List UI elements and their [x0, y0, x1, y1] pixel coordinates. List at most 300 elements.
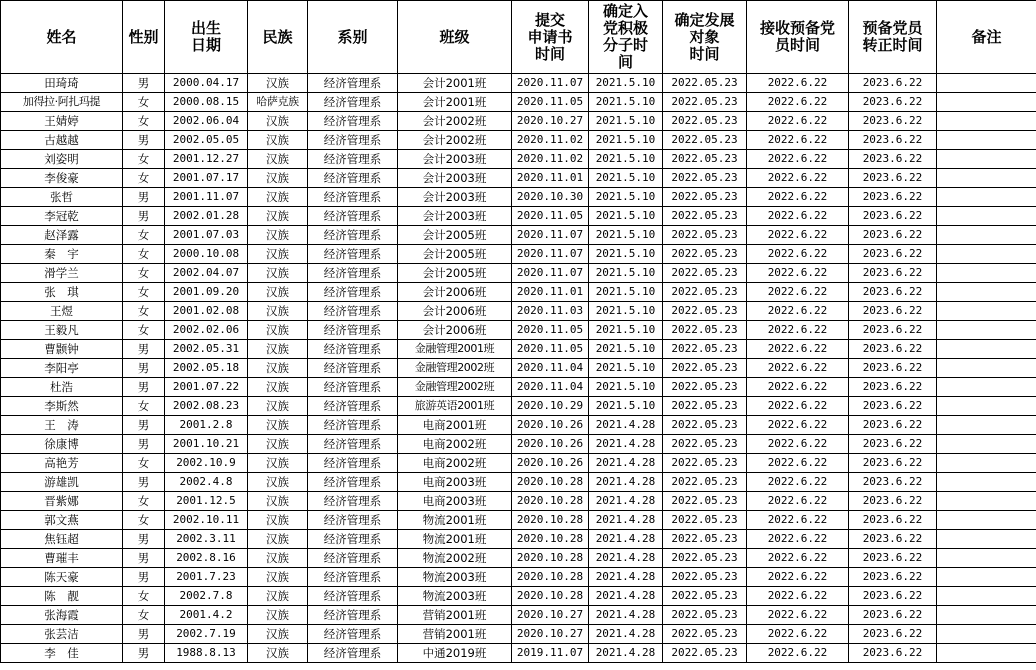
- cell-birth-date: 2001.2.8: [165, 416, 248, 435]
- cell-gender: 女: [123, 454, 165, 473]
- cell-gender: 男: [123, 644, 165, 663]
- cell-department: 经济管理系: [308, 454, 398, 473]
- cell-full-member-date: 2023.6.22: [849, 473, 937, 492]
- table-row: [1, 644, 1036, 663]
- cell-birth-date: 2001.4.2: [165, 606, 248, 625]
- cell-development-date: 2022.05.23: [663, 264, 747, 283]
- cell-development-date: 2022.05.23: [663, 397, 747, 416]
- cell-class: 会计2006班: [398, 302, 512, 321]
- cell-department: 经济管理系: [308, 321, 398, 340]
- cell-name: 郭文燕: [1, 511, 123, 530]
- cell-development-date: 2022.05.23: [663, 150, 747, 169]
- cell-remarks: [937, 435, 1036, 454]
- cell-full-member-date: 2023.6.22: [849, 302, 937, 321]
- cell-application-date: 2020.10.29: [512, 397, 589, 416]
- table-row: [1, 188, 1036, 207]
- cell-probationary-date: 2022.6.22: [747, 207, 849, 226]
- cell-ethnicity: 汉族: [248, 492, 308, 511]
- cell-full-member-date: 2023.6.22: [849, 587, 937, 606]
- cell-gender: 男: [123, 416, 165, 435]
- cell-birth-date: 2001.02.08: [165, 302, 248, 321]
- header-department: 系别: [308, 1, 398, 74]
- cell-gender: 女: [123, 606, 165, 625]
- cell-application-date: 2020.11.07: [512, 245, 589, 264]
- cell-gender: 男: [123, 131, 165, 150]
- cell-development-date: 2022.05.23: [663, 435, 747, 454]
- cell-department: 经济管理系: [308, 188, 398, 207]
- cell-department: 经济管理系: [308, 568, 398, 587]
- cell-application-date: 2020.11.07: [512, 264, 589, 283]
- cell-ethnicity: 汉族: [248, 283, 308, 302]
- cell-birth-date: 2001.07.22: [165, 378, 248, 397]
- cell-class: 会计2003班: [398, 150, 512, 169]
- table-row: [1, 340, 1036, 359]
- cell-class: 会计2005班: [398, 245, 512, 264]
- cell-birth-date: 2001.7.23: [165, 568, 248, 587]
- cell-full-member-date: 2023.6.22: [849, 245, 937, 264]
- cell-department: 经济管理系: [308, 587, 398, 606]
- cell-development-date: 2022.05.23: [663, 207, 747, 226]
- cell-application-date: 2020.11.05: [512, 340, 589, 359]
- cell-name: 张哲: [1, 188, 123, 207]
- header-row: [1, 1, 1036, 74]
- cell-name: 加得拉·阿扎玛提: [1, 93, 123, 112]
- cell-ethnicity: 汉族: [248, 530, 308, 549]
- cell-full-member-date: 2023.6.22: [849, 207, 937, 226]
- cell-activist-date: 2021.5.10: [589, 93, 663, 112]
- cell-name: 古越越: [1, 131, 123, 150]
- cell-gender: 女: [123, 321, 165, 340]
- cell-gender: 女: [123, 511, 165, 530]
- cell-full-member-date: 2023.6.22: [849, 112, 937, 131]
- table-row: [1, 454, 1036, 473]
- cell-class: 金融管理2001班: [398, 340, 512, 359]
- cell-department: 经济管理系: [308, 359, 398, 378]
- cell-gender: 女: [123, 397, 165, 416]
- cell-birth-date: 2001.07.03: [165, 226, 248, 245]
- cell-application-date: 2020.11.05: [512, 321, 589, 340]
- cell-development-date: 2022.05.23: [663, 283, 747, 302]
- cell-birth-date: 2002.08.23: [165, 397, 248, 416]
- cell-development-date: 2022.05.23: [663, 454, 747, 473]
- cell-full-member-date: 2023.6.22: [849, 226, 937, 245]
- cell-activist-date: 2021.4.28: [589, 492, 663, 511]
- cell-name: 王 涛: [1, 416, 123, 435]
- table-row: [1, 93, 1036, 112]
- cell-birth-date: 2000.08.15: [165, 93, 248, 112]
- cell-probationary-date: 2022.6.22: [747, 473, 849, 492]
- cell-probationary-date: 2022.6.22: [747, 150, 849, 169]
- cell-development-date: 2022.05.23: [663, 416, 747, 435]
- cell-name: 曹颢钟: [1, 340, 123, 359]
- cell-class: 营销2001班: [398, 625, 512, 644]
- cell-full-member-date: 2023.6.22: [849, 169, 937, 188]
- cell-name: 高艳芳: [1, 454, 123, 473]
- cell-development-date: 2022.05.23: [663, 492, 747, 511]
- cell-ethnicity: 汉族: [248, 606, 308, 625]
- cell-department: 经济管理系: [308, 549, 398, 568]
- table-row: [1, 359, 1036, 378]
- cell-gender: 男: [123, 340, 165, 359]
- cell-name: 张 琪: [1, 283, 123, 302]
- cell-activist-date: 2021.5.10: [589, 74, 663, 93]
- table-row: [1, 435, 1036, 454]
- cell-full-member-date: 2023.6.22: [849, 340, 937, 359]
- cell-birth-date: 2000.10.08: [165, 245, 248, 264]
- cell-full-member-date: 2023.6.22: [849, 378, 937, 397]
- cell-ethnicity: 汉族: [248, 359, 308, 378]
- cell-class: 物流2003班: [398, 568, 512, 587]
- cell-ethnicity: 汉族: [248, 150, 308, 169]
- cell-ethnicity: 汉族: [248, 435, 308, 454]
- cell-application-date: 2020.10.28: [512, 530, 589, 549]
- cell-development-date: 2022.05.23: [663, 530, 747, 549]
- cell-application-date: 2020.10.27: [512, 112, 589, 131]
- cell-name: 徐康博: [1, 435, 123, 454]
- cell-gender: 女: [123, 169, 165, 188]
- cell-department: 经济管理系: [308, 112, 398, 131]
- cell-full-member-date: 2023.6.22: [849, 131, 937, 150]
- cell-probationary-date: 2022.6.22: [747, 549, 849, 568]
- header-full-member-date: 预备党员 转正时间: [849, 1, 937, 74]
- cell-ethnicity: 汉族: [248, 549, 308, 568]
- cell-birth-date: 2002.05.18: [165, 359, 248, 378]
- cell-full-member-date: 2023.6.22: [849, 568, 937, 587]
- cell-development-date: 2022.05.23: [663, 568, 747, 587]
- cell-remarks: [937, 625, 1036, 644]
- cell-activist-date: 2021.5.10: [589, 359, 663, 378]
- cell-full-member-date: 2023.6.22: [849, 644, 937, 663]
- cell-name: 滑学兰: [1, 264, 123, 283]
- cell-development-date: 2022.05.23: [663, 93, 747, 112]
- cell-birth-date: 2002.3.11: [165, 530, 248, 549]
- header-class: 班级: [398, 1, 512, 74]
- cell-ethnicity: 汉族: [248, 112, 308, 131]
- cell-probationary-date: 2022.6.22: [747, 93, 849, 112]
- cell-name: 张芸洁: [1, 625, 123, 644]
- cell-application-date: 2020.11.03: [512, 302, 589, 321]
- cell-ethnicity: 汉族: [248, 207, 308, 226]
- cell-class: 会计2003班: [398, 169, 512, 188]
- cell-activist-date: 2021.5.10: [589, 226, 663, 245]
- cell-class: 会计2002班: [398, 131, 512, 150]
- cell-full-member-date: 2023.6.22: [849, 150, 937, 169]
- cell-development-date: 2022.05.23: [663, 226, 747, 245]
- cell-gender: 男: [123, 530, 165, 549]
- cell-remarks: [937, 169, 1036, 188]
- cell-probationary-date: 2022.6.22: [747, 112, 849, 131]
- cell-application-date: 2020.10.26: [512, 435, 589, 454]
- cell-department: 经济管理系: [308, 492, 398, 511]
- cell-class: 电商2003班: [398, 492, 512, 511]
- table-row: [1, 226, 1036, 245]
- cell-class: 金融管理2002班: [398, 359, 512, 378]
- table-row: [1, 492, 1036, 511]
- cell-birth-date: 2001.11.07: [165, 188, 248, 207]
- cell-application-date: 2020.10.28: [512, 473, 589, 492]
- cell-department: 经济管理系: [308, 245, 398, 264]
- cell-birth-date: 1988.8.13: [165, 644, 248, 663]
- cell-class: 物流2001班: [398, 530, 512, 549]
- cell-development-date: 2022.05.23: [663, 169, 747, 188]
- cell-gender: 女: [123, 587, 165, 606]
- cell-class: 会计2003班: [398, 188, 512, 207]
- cell-full-member-date: 2023.6.22: [849, 416, 937, 435]
- cell-development-date: 2022.05.23: [663, 359, 747, 378]
- cell-full-member-date: 2023.6.22: [849, 511, 937, 530]
- cell-remarks: [937, 511, 1036, 530]
- cell-birth-date: 2002.05.05: [165, 131, 248, 150]
- cell-birth-date: 2000.04.17: [165, 74, 248, 93]
- cell-ethnicity: 汉族: [248, 302, 308, 321]
- cell-name: 王煜: [1, 302, 123, 321]
- cell-remarks: [937, 397, 1036, 416]
- cell-name: 晋紫娜: [1, 492, 123, 511]
- cell-activist-date: 2021.4.28: [589, 587, 663, 606]
- cell-remarks: [937, 283, 1036, 302]
- cell-remarks: [937, 150, 1036, 169]
- cell-department: 经济管理系: [308, 397, 398, 416]
- cell-class: 电商2003班: [398, 473, 512, 492]
- cell-class: 会计2001班: [398, 74, 512, 93]
- cell-full-member-date: 2023.6.22: [849, 188, 937, 207]
- table-body: [1, 74, 1036, 663]
- cell-application-date: 2020.11.02: [512, 150, 589, 169]
- cell-birth-date: 2001.07.17: [165, 169, 248, 188]
- cell-activist-date: 2021.5.10: [589, 397, 663, 416]
- cell-birth-date: 2001.12.5: [165, 492, 248, 511]
- cell-probationary-date: 2022.6.22: [747, 606, 849, 625]
- cell-department: 经济管理系: [308, 416, 398, 435]
- cell-development-date: 2022.05.23: [663, 131, 747, 150]
- header-application-date: 提交 申请书 时间: [512, 1, 589, 74]
- cell-name: 王婧婷: [1, 112, 123, 131]
- table-row: [1, 207, 1036, 226]
- cell-class: 电商2002班: [398, 435, 512, 454]
- cell-development-date: 2022.05.23: [663, 625, 747, 644]
- cell-application-date: 2020.10.28: [512, 568, 589, 587]
- cell-probationary-date: 2022.6.22: [747, 568, 849, 587]
- table-row: [1, 74, 1036, 93]
- cell-application-date: 2020.10.30: [512, 188, 589, 207]
- cell-ethnicity: 汉族: [248, 74, 308, 93]
- cell-probationary-date: 2022.6.22: [747, 359, 849, 378]
- cell-department: 经济管理系: [308, 340, 398, 359]
- cell-name: 李俊豪: [1, 169, 123, 188]
- cell-ethnicity: 汉族: [248, 416, 308, 435]
- cell-class: 会计2006班: [398, 321, 512, 340]
- cell-activist-date: 2021.4.28: [589, 568, 663, 587]
- cell-class: 会计2001班: [398, 93, 512, 112]
- cell-ethnicity: 汉族: [248, 378, 308, 397]
- cell-remarks: [937, 359, 1036, 378]
- cell-gender: 女: [123, 245, 165, 264]
- cell-full-member-date: 2023.6.22: [849, 321, 937, 340]
- cell-remarks: [937, 454, 1036, 473]
- cell-probationary-date: 2022.6.22: [747, 454, 849, 473]
- header-name: 姓名: [1, 1, 123, 74]
- cell-remarks: [937, 549, 1036, 568]
- cell-probationary-date: 2022.6.22: [747, 378, 849, 397]
- table-row: [1, 283, 1036, 302]
- cell-gender: 男: [123, 74, 165, 93]
- cell-probationary-date: 2022.6.22: [747, 435, 849, 454]
- cell-birth-date: 2002.7.8: [165, 587, 248, 606]
- cell-development-date: 2022.05.23: [663, 112, 747, 131]
- table-row: [1, 397, 1036, 416]
- cell-department: 经济管理系: [308, 131, 398, 150]
- cell-gender: 女: [123, 150, 165, 169]
- cell-remarks: [937, 74, 1036, 93]
- cell-activist-date: 2021.4.28: [589, 435, 663, 454]
- cell-ethnicity: 汉族: [248, 245, 308, 264]
- cell-activist-date: 2021.5.10: [589, 150, 663, 169]
- cell-department: 经济管理系: [308, 93, 398, 112]
- cell-birth-date: 2001.12.27: [165, 150, 248, 169]
- cell-birth-date: 2002.4.8: [165, 473, 248, 492]
- cell-class: 物流2003班: [398, 587, 512, 606]
- cell-activist-date: 2021.5.10: [589, 264, 663, 283]
- cell-ethnicity: 汉族: [248, 644, 308, 663]
- cell-development-date: 2022.05.23: [663, 473, 747, 492]
- cell-department: 经济管理系: [308, 264, 398, 283]
- cell-probationary-date: 2022.6.22: [747, 492, 849, 511]
- cell-gender: 女: [123, 93, 165, 112]
- cell-activist-date: 2021.5.10: [589, 207, 663, 226]
- cell-development-date: 2022.05.23: [663, 606, 747, 625]
- cell-full-member-date: 2023.6.22: [849, 93, 937, 112]
- cell-remarks: [937, 606, 1036, 625]
- cell-remarks: [937, 473, 1036, 492]
- cell-full-member-date: 2023.6.22: [849, 606, 937, 625]
- cell-gender: 女: [123, 302, 165, 321]
- cell-activist-date: 2021.4.28: [589, 606, 663, 625]
- cell-probationary-date: 2022.6.22: [747, 74, 849, 93]
- cell-gender: 男: [123, 568, 165, 587]
- cell-name: 杜浩: [1, 378, 123, 397]
- table-row: [1, 112, 1036, 131]
- cell-probationary-date: 2022.6.22: [747, 511, 849, 530]
- cell-birth-date: 2002.8.16: [165, 549, 248, 568]
- cell-full-member-date: 2023.6.22: [849, 435, 937, 454]
- cell-full-member-date: 2023.6.22: [849, 397, 937, 416]
- cell-department: 经济管理系: [308, 435, 398, 454]
- cell-name: 张海霞: [1, 606, 123, 625]
- cell-gender: 女: [123, 283, 165, 302]
- cell-development-date: 2022.05.23: [663, 74, 747, 93]
- cell-name: 游雄凯: [1, 473, 123, 492]
- cell-application-date: 2020.11.04: [512, 359, 589, 378]
- cell-application-date: 2020.11.01: [512, 283, 589, 302]
- cell-full-member-date: 2023.6.22: [849, 283, 937, 302]
- cell-activist-date: 2021.4.28: [589, 530, 663, 549]
- cell-department: 经济管理系: [308, 150, 398, 169]
- cell-ethnicity: 汉族: [248, 131, 308, 150]
- cell-department: 经济管理系: [308, 226, 398, 245]
- cell-activist-date: 2021.5.10: [589, 302, 663, 321]
- cell-activist-date: 2021.4.28: [589, 416, 663, 435]
- cell-probationary-date: 2022.6.22: [747, 416, 849, 435]
- cell-class: 中通2019班: [398, 644, 512, 663]
- cell-remarks: [937, 492, 1036, 511]
- table-row: [1, 511, 1036, 530]
- cell-ethnicity: 哈萨克族: [248, 93, 308, 112]
- cell-probationary-date: 2022.6.22: [747, 226, 849, 245]
- cell-name: 田琦琦: [1, 74, 123, 93]
- cell-name: 王毅凡: [1, 321, 123, 340]
- table-row: [1, 549, 1036, 568]
- cell-application-date: 2020.10.28: [512, 511, 589, 530]
- cell-activist-date: 2021.4.28: [589, 511, 663, 530]
- cell-application-date: 2020.11.07: [512, 226, 589, 245]
- cell-activist-date: 2021.4.28: [589, 473, 663, 492]
- cell-probationary-date: 2022.6.22: [747, 587, 849, 606]
- cell-development-date: 2022.05.23: [663, 549, 747, 568]
- table-row: [1, 245, 1036, 264]
- cell-application-date: 2020.11.07: [512, 74, 589, 93]
- cell-activist-date: 2021.5.10: [589, 245, 663, 264]
- cell-probationary-date: 2022.6.22: [747, 264, 849, 283]
- header-ethnicity: 民族: [248, 1, 308, 74]
- cell-department: 经济管理系: [308, 606, 398, 625]
- cell-probationary-date: 2022.6.22: [747, 397, 849, 416]
- cell-department: 经济管理系: [308, 625, 398, 644]
- cell-department: 经济管理系: [308, 378, 398, 397]
- cell-birth-date: 2002.10.9: [165, 454, 248, 473]
- cell-remarks: [937, 644, 1036, 663]
- cell-application-date: 2020.10.28: [512, 549, 589, 568]
- cell-name: 陈 靓: [1, 587, 123, 606]
- cell-probationary-date: 2022.6.22: [747, 131, 849, 150]
- cell-activist-date: 2021.4.28: [589, 644, 663, 663]
- cell-remarks: [937, 93, 1036, 112]
- cell-development-date: 2022.05.23: [663, 644, 747, 663]
- cell-full-member-date: 2023.6.22: [849, 264, 937, 283]
- cell-ethnicity: 汉族: [248, 568, 308, 587]
- cell-name: 李冠乾: [1, 207, 123, 226]
- cell-class: 金融管理2002班: [398, 378, 512, 397]
- cell-gender: 男: [123, 359, 165, 378]
- cell-development-date: 2022.05.23: [663, 340, 747, 359]
- cell-full-member-date: 2023.6.22: [849, 74, 937, 93]
- cell-department: 经济管理系: [308, 283, 398, 302]
- cell-full-member-date: 2023.6.22: [849, 549, 937, 568]
- cell-remarks: [937, 226, 1036, 245]
- header-gender: 性别: [123, 1, 165, 74]
- cell-remarks: [937, 340, 1036, 359]
- cell-remarks: [937, 264, 1036, 283]
- cell-probationary-date: 2022.6.22: [747, 644, 849, 663]
- cell-application-date: 2020.11.05: [512, 207, 589, 226]
- cell-full-member-date: 2023.6.22: [849, 454, 937, 473]
- cell-gender: 男: [123, 207, 165, 226]
- cell-application-date: 2020.11.02: [512, 131, 589, 150]
- cell-ethnicity: 汉族: [248, 587, 308, 606]
- cell-gender: 男: [123, 549, 165, 568]
- cell-full-member-date: 2023.6.22: [849, 492, 937, 511]
- cell-probationary-date: 2022.6.22: [747, 530, 849, 549]
- cell-remarks: [937, 207, 1036, 226]
- cell-department: 经济管理系: [308, 207, 398, 226]
- table-row: [1, 606, 1036, 625]
- cell-probationary-date: 2022.6.22: [747, 321, 849, 340]
- cell-name: 李 佳: [1, 644, 123, 663]
- cell-class: 营销2001班: [398, 606, 512, 625]
- cell-application-date: 2020.11.05: [512, 93, 589, 112]
- cell-remarks: [937, 188, 1036, 207]
- cell-birth-date: 2001.09.20: [165, 283, 248, 302]
- cell-ethnicity: 汉族: [248, 511, 308, 530]
